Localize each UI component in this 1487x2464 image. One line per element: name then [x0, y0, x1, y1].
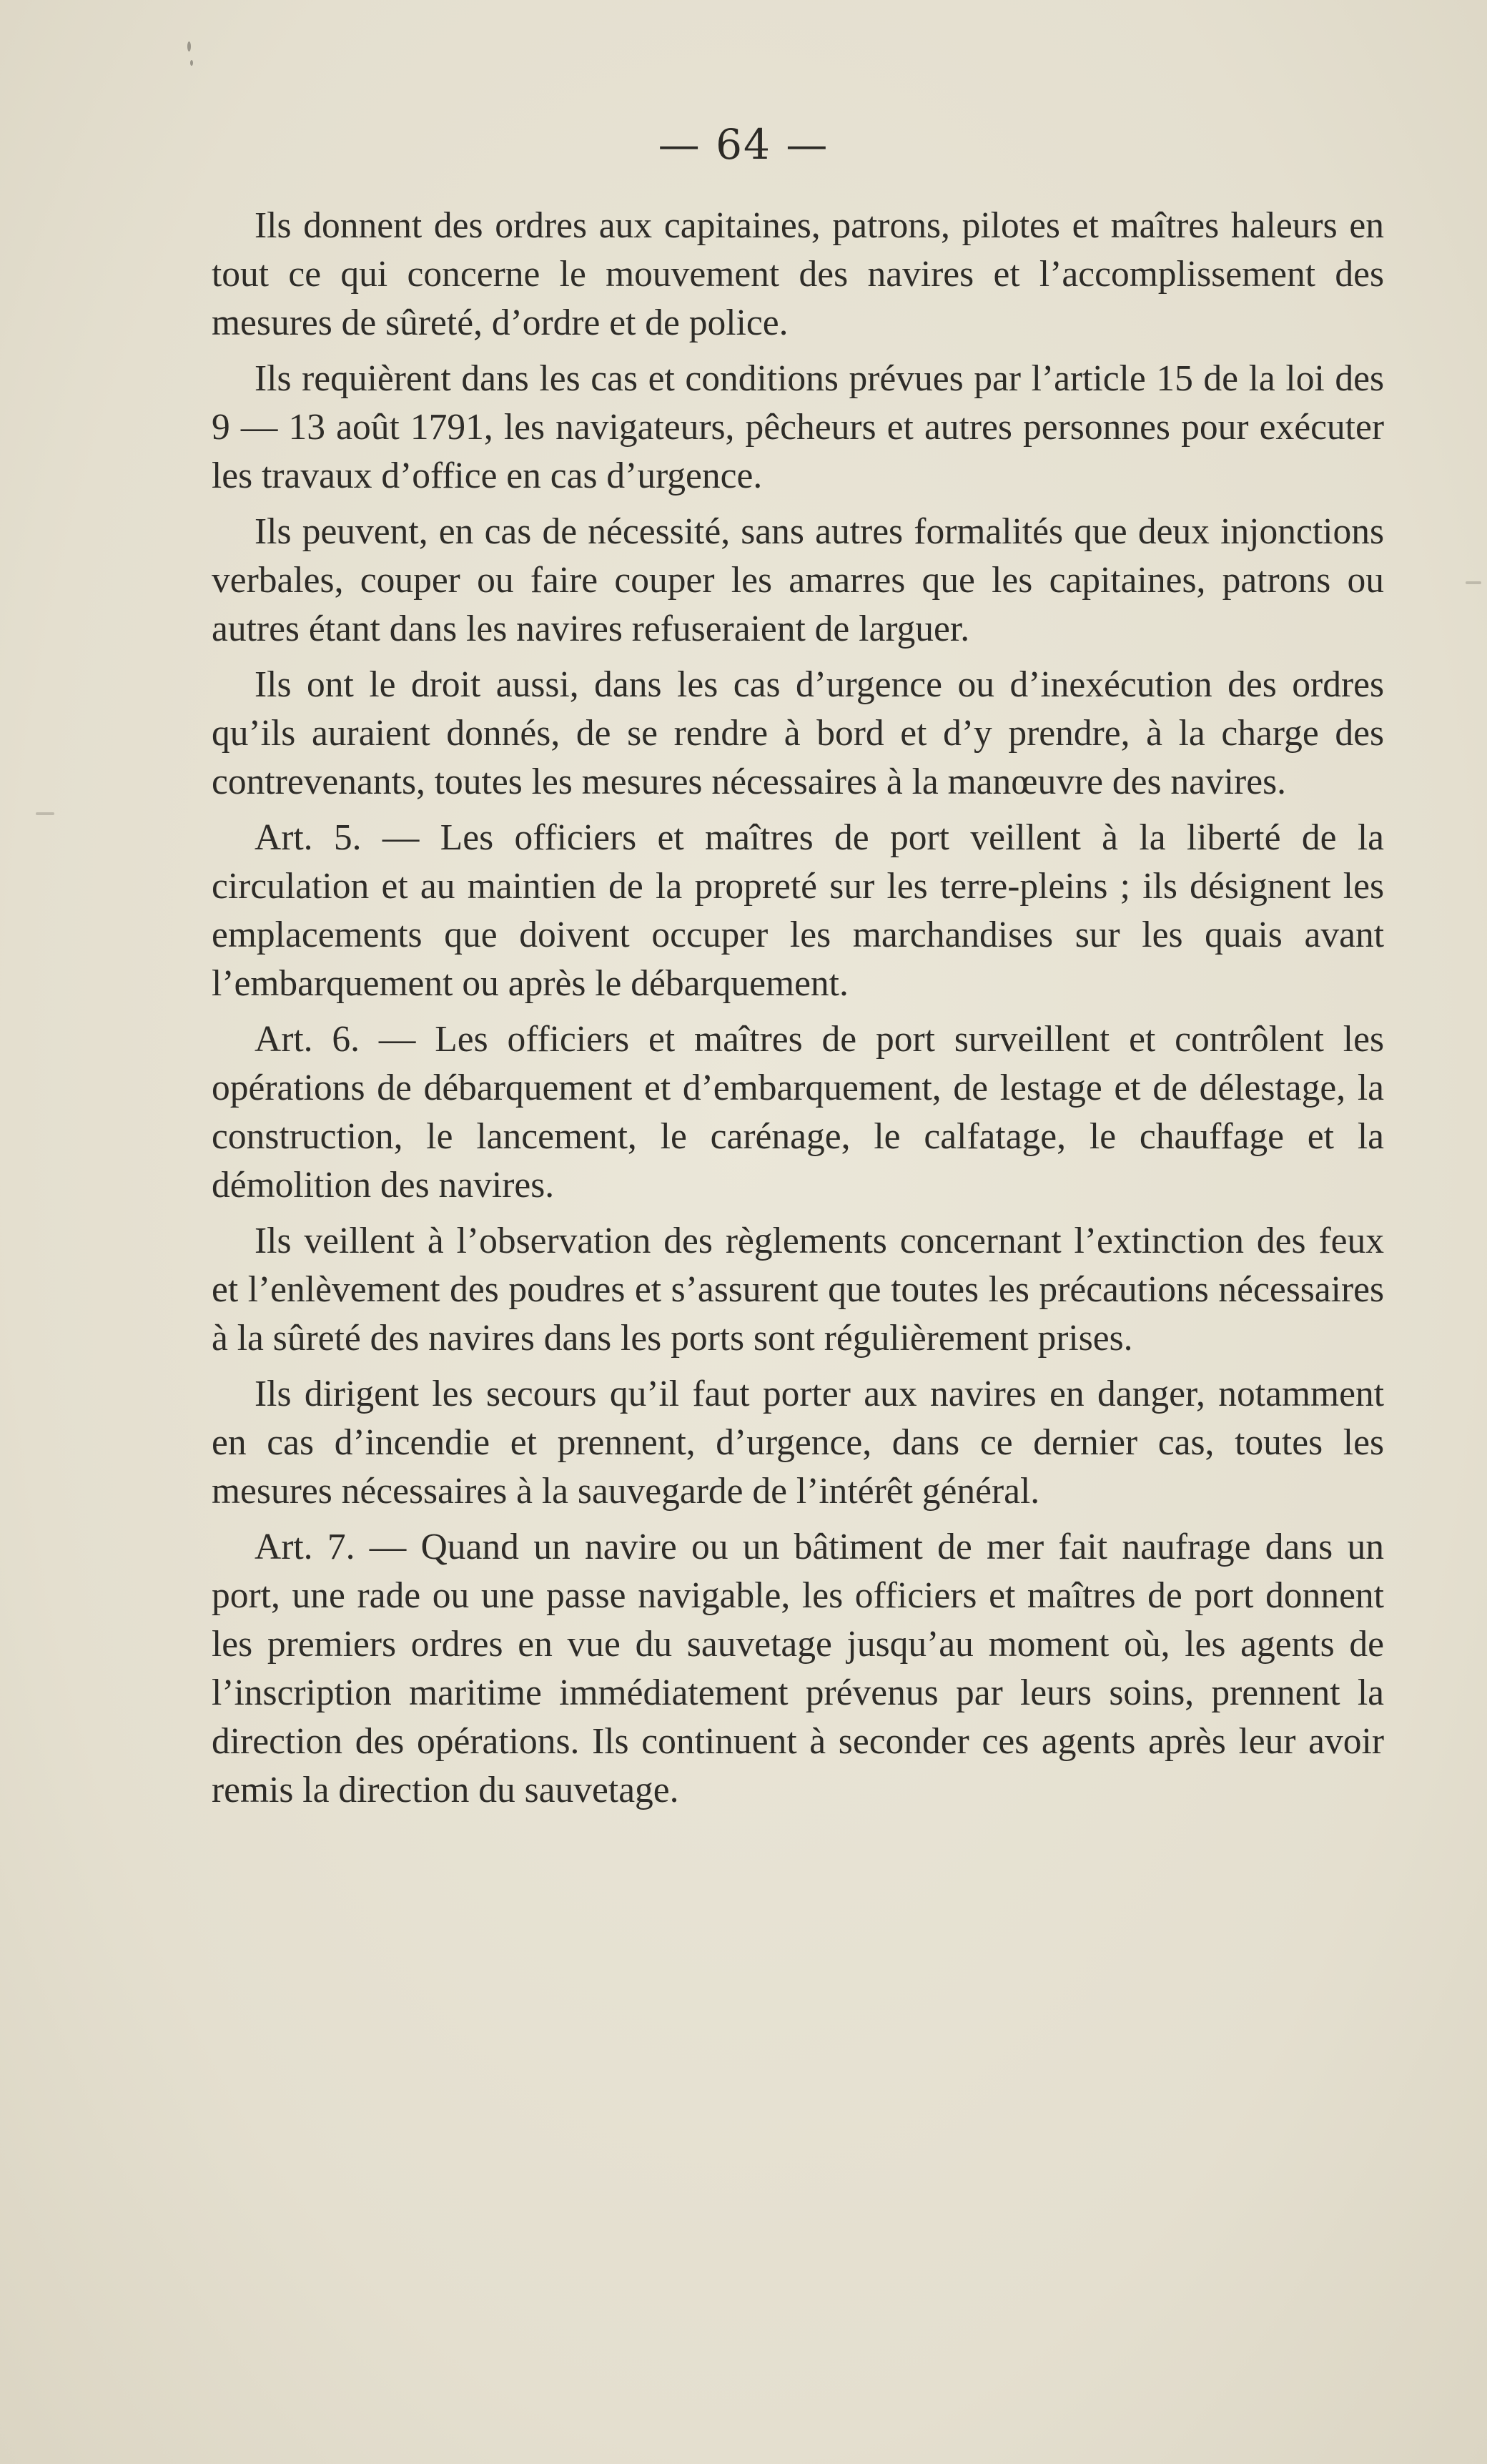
paragraph: Ils donnent des ordres aux capitaines, patrons, pilotes et maîtres haleurs en tout ce qui concerne le mouvement des navires et l’accomplissement des mesures de sûreté, d’ordre et de police.: [212, 205, 1384, 343]
paragraph: Ils veillent à l’observation des règlements concernant l’extinction des feux et l’enlèvement des poudres et s’assurent que toutes les précautions nécessaires à la sûreté des navires dans les ports sont régulièrement prises.: [212, 1221, 1384, 1359]
paragraph: Ils dirigent les secours qu’il faut porter aux navires en danger, notamment en cas d’incendie et prennent, d’urgence, dans ce dernier cas, toutes les mesures nécessaires à la sauvegarde de l’intérêt général.: [212, 1374, 1384, 1512]
article-5-paragraph: Art. 5. — Les officiers et maîtres de port veillent à la liberté de la circulation et au maintien de la propreté sur les terre-pleins ; ils désignent les emplacements que doivent occuper les marchandises sur les quais avant l’embarquement ou après le débarquement.: [212, 817, 1384, 1004]
paragraph: Ils ont le droit aussi, dans les cas d’urgence ou d’inexécution des ordres qu’ils auraient donnés, de se rendre à bord et d’y prendre, à la charge des contrevenants, toutes les mesures nécessaires à la manœuvre des navires.: [212, 664, 1384, 802]
paper-speck: [36, 812, 54, 815]
body-text: [212, 202, 1384, 1815]
article-7-paragraph: Art. 7. — Quand un navire ou un bâtiment de mer fait naufrage dans un port, une rade ou une passe navigable, les officiers et maîtres de port donnent les premiers ordres en vue du sauvetage jusqu’au moment où, les agents de l’inscription maritime immédiatement prévenus par leurs soins, prennent la direction des opérations. Ils continuent à seconder ces agents après leur avoir remis la direction du sauvetage.: [212, 1527, 1384, 1810]
paper-speck: [187, 41, 191, 51]
article-6-paragraph: Art. 6. — Les officiers et maîtres de port surveillent et contrôlent les opérations de débarquement et d’embarquement, de lestage et de délestage, la construction, le lancement, le carénage, le calfatage, le chauffage et la démolition des navires.: [212, 1019, 1384, 1206]
paper-speck: [1466, 581, 1481, 584]
paragraph: Ils requièrent dans les cas et conditions prévues par l’article 15 de la loi des 9 — 13 août 1791, les navigateurs, pêcheurs et autres personnes pour exécuter les travaux d’office en cas d’urgence.: [212, 358, 1384, 496]
page-number: — 64 —: [658, 120, 829, 169]
paragraph: Ils peuvent, en cas de nécessité, sans autres formalités que deux injonctions verbales, couper ou faire couper les amarres que les capitaines, patrons ou autres étant dans les navires refuseraient de larguer.: [212, 511, 1384, 649]
paper-speck: [190, 60, 193, 66]
